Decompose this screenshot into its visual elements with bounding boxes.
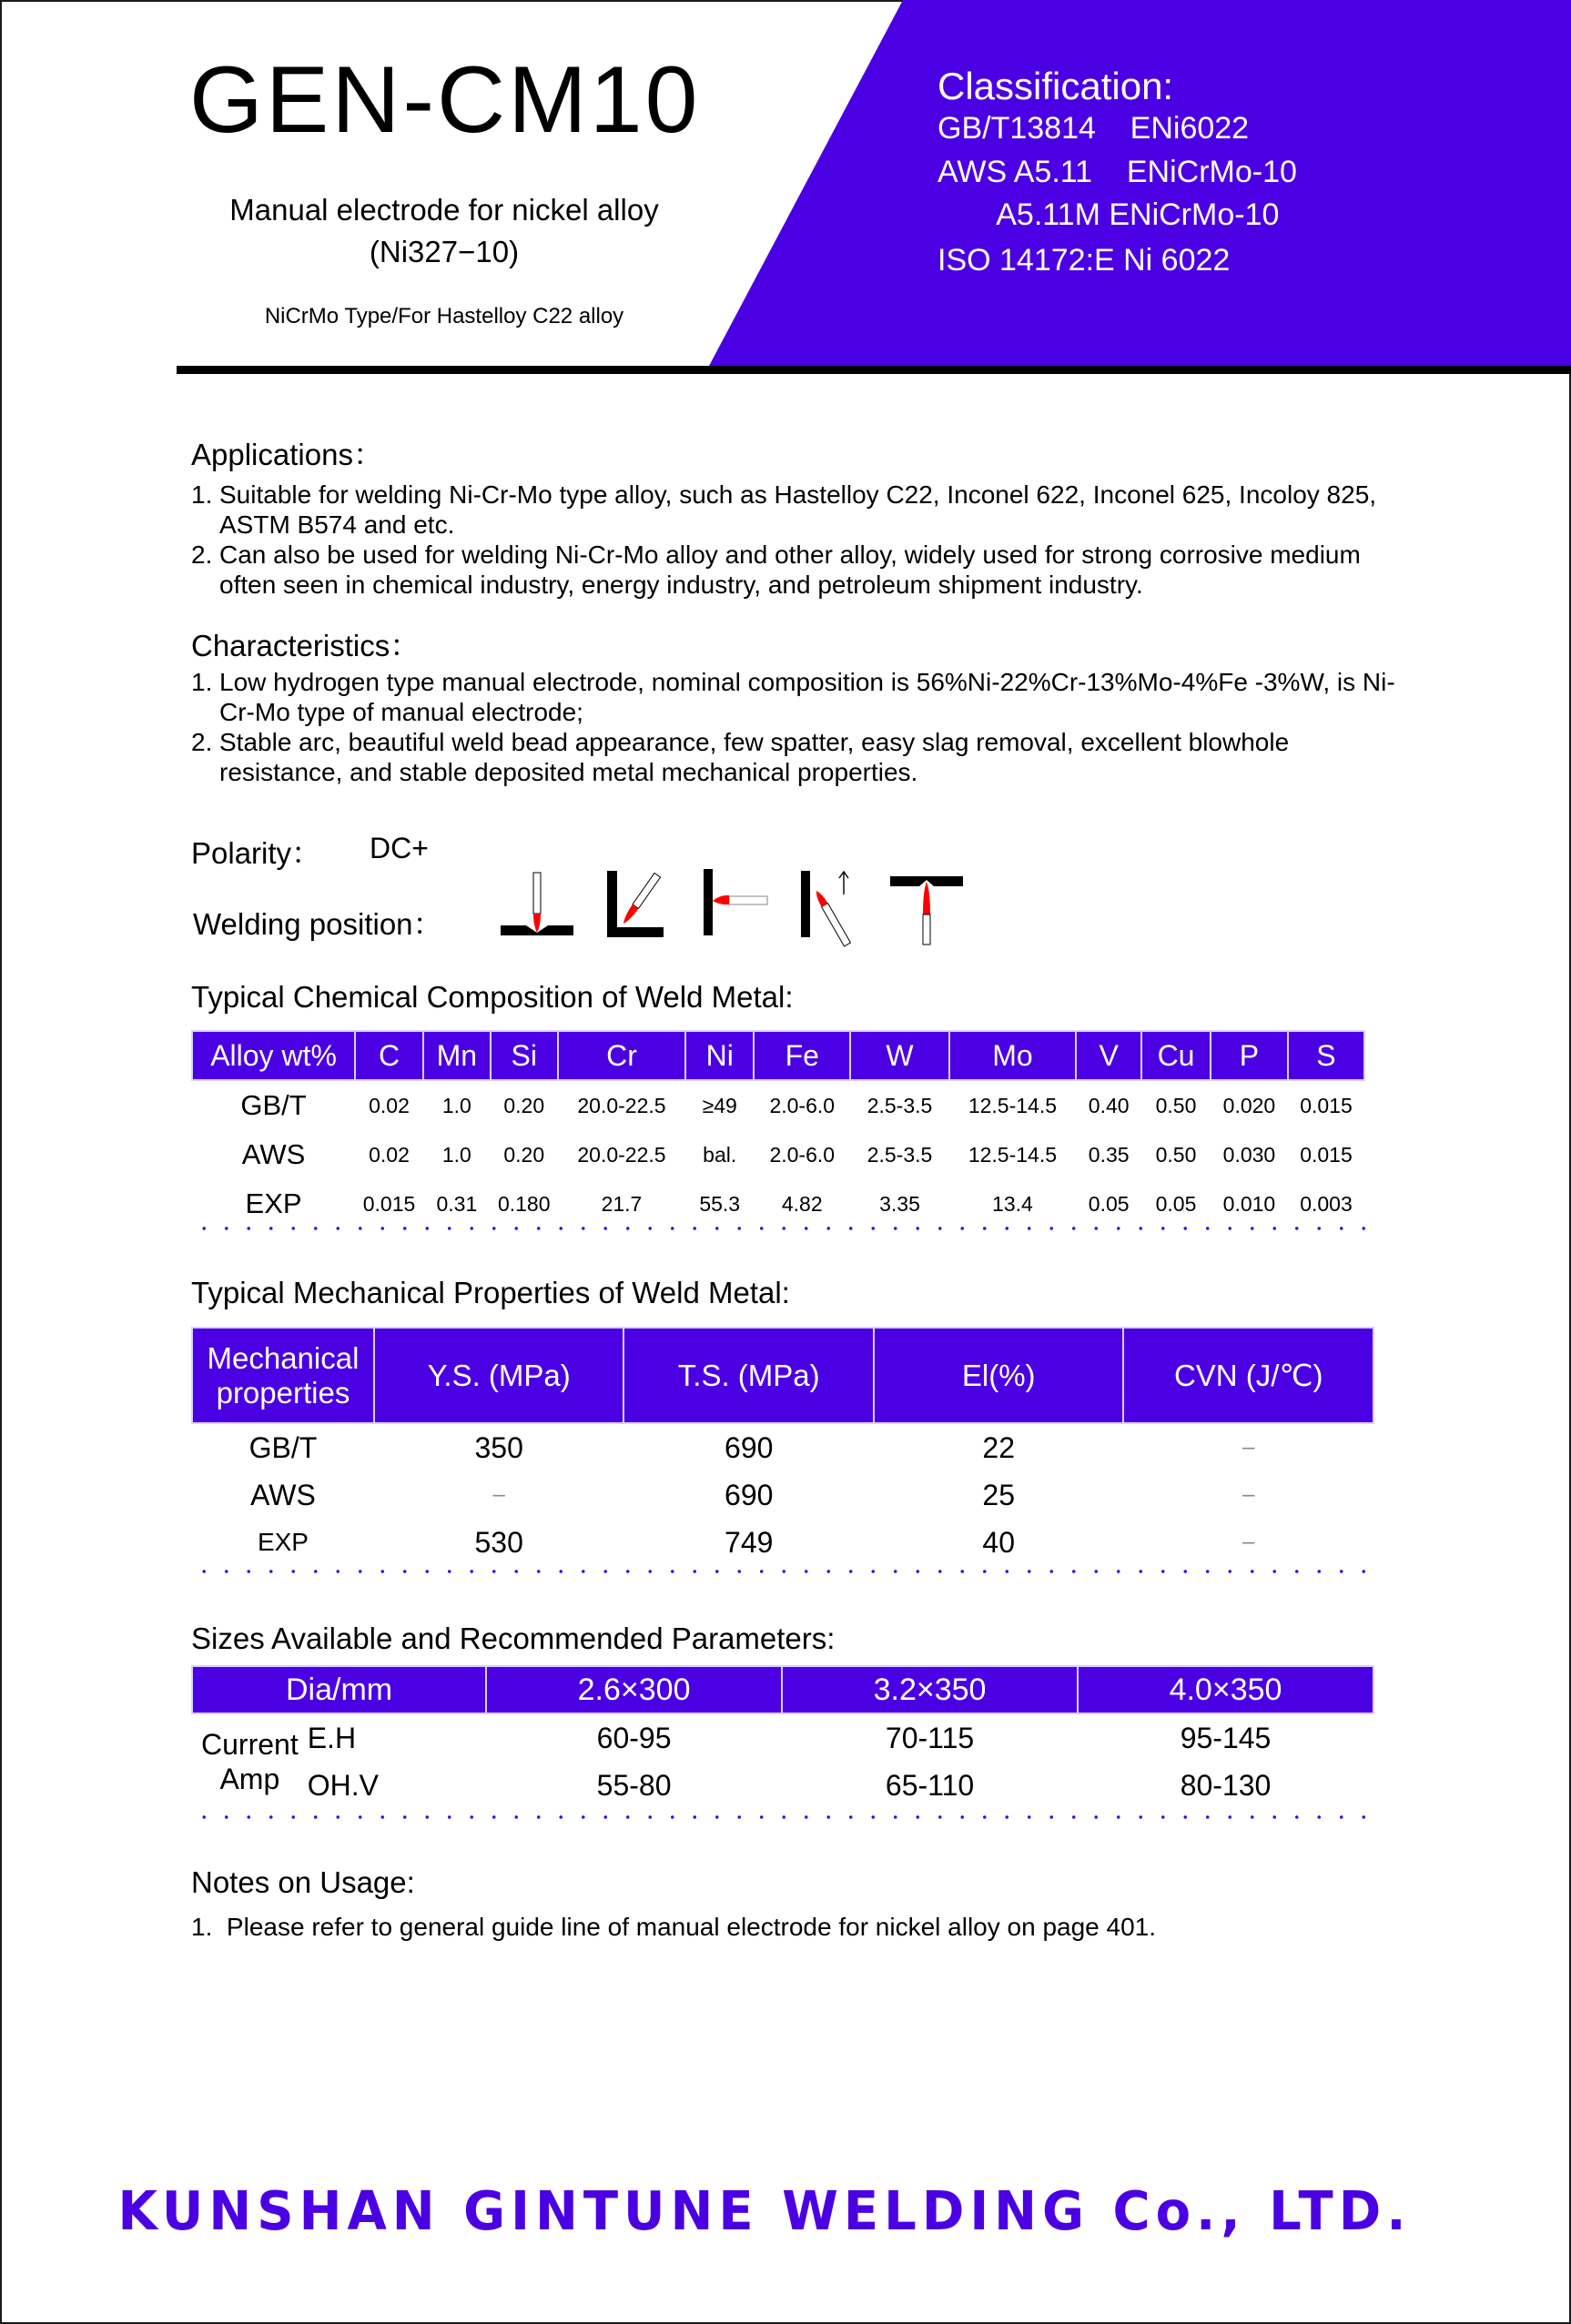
notes-list: [191, 1913, 1156, 1942]
column-header: Ni: [685, 1031, 754, 1080]
classification-heading: Classification:: [938, 65, 1174, 107]
table-cell: 0.20: [503, 1142, 545, 1167]
table-cell: bal.: [703, 1142, 737, 1167]
list-number: 2.: [191, 728, 213, 756]
list-number: 1.: [191, 1913, 213, 1941]
table-cell: 55.3: [699, 1191, 741, 1216]
row-group-label: Amp: [219, 1763, 280, 1795]
table-cell: 12.5-14.5: [968, 1093, 1058, 1117]
list-text: Please refer to general guide line of manual electrode for nickel alloy on page 401.: [226, 1913, 1157, 1941]
table-cell: 690: [725, 1430, 774, 1464]
product-title: GEN-CM10: [189, 47, 701, 153]
list-text: Can also be used for welding Ni-Cr-Mo alloy and other alloy, widely used for strong corrosive medium often seen in chemical industry, energy industry, and petroleum shipment industry.: [219, 541, 1361, 599]
column-header: 3.2×350: [782, 1666, 1078, 1713]
table-row: [192, 1471, 1373, 1519]
table-cell: 0.20: [503, 1093, 545, 1117]
table-row: [192, 1423, 1373, 1471]
table-cell: 0.180: [497, 1191, 551, 1216]
table-cell: 0.40: [1088, 1093, 1130, 1117]
table-cell: 350: [474, 1430, 523, 1464]
polarity-label: Polarity：: [191, 836, 322, 870]
table-cell: 4.82: [781, 1191, 823, 1216]
row-label: AWS: [250, 1478, 316, 1511]
table-cell: ≥49: [702, 1093, 737, 1117]
product-subtitle: Manual electrode for nickel alloy: [229, 193, 659, 227]
column-header: V: [1076, 1031, 1141, 1080]
dotted-separator: [193, 1227, 1376, 1230]
table-cell: 690: [725, 1478, 774, 1511]
table-cell: 0.02: [369, 1093, 410, 1117]
welding-position-label: Welding position：: [193, 907, 443, 941]
list-text: Low hydrogen type manual electrode, nominal composition is 56%Ni-22%Cr-13%Mo-4%Fe -3%W, is Ni-Cr-Mo type of manual electrode;: [219, 668, 1395, 726]
table-cell: 70-115: [885, 1721, 975, 1754]
table-cell: –: [492, 1482, 505, 1507]
table-cell: 20.0-22.5: [577, 1142, 666, 1167]
column-header: Cu: [1141, 1031, 1211, 1080]
list-item: [191, 667, 1411, 727]
table-cell: 80-130: [1180, 1768, 1272, 1802]
table-cell: 0.003: [1300, 1191, 1353, 1216]
table-cell: 0.020: [1222, 1093, 1276, 1117]
table-cell: 530: [474, 1525, 523, 1559]
list-text: Stable arc, beautiful weld bead appearance, few spatter, easy slag removal, excellent blowhole resistance, and stable deposited metal mechanical properties.: [219, 728, 1290, 786]
row-label: GB/T: [240, 1089, 307, 1121]
table-cell: 0.015: [362, 1191, 416, 1216]
column-header: T.S. (MPa): [623, 1328, 874, 1423]
column-header: Mn: [423, 1031, 491, 1080]
table-cell: –: [1242, 1482, 1255, 1507]
horizontal-position-icon: [704, 869, 767, 935]
table-cell: 0.030: [1222, 1142, 1276, 1167]
column-header: W: [850, 1031, 948, 1080]
table-cell: 0.05: [1088, 1191, 1130, 1216]
table-cell: 21.7: [601, 1191, 643, 1216]
header-rule: [177, 366, 1571, 374]
table-cell: 749: [725, 1525, 774, 1559]
list-item: [191, 540, 1411, 600]
table-cell: 0.010: [1222, 1191, 1276, 1216]
list-number: 1.: [191, 668, 213, 696]
characteristics-list: [191, 667, 1411, 787]
chemical-composition-heading: Typical Chemical Composition of Weld Metal:: [191, 980, 794, 1014]
dotted-separator: [193, 1815, 1376, 1819]
chemical-composition-table: [191, 1030, 1365, 1228]
table-cell: 0.31: [436, 1191, 478, 1216]
row-label: AWS: [241, 1138, 306, 1170]
row-label: EXP: [257, 1528, 309, 1556]
table-cell: 0.05: [1155, 1191, 1197, 1216]
table-cell: 0.015: [1300, 1093, 1353, 1117]
characteristics-heading: Characteristics：: [191, 629, 421, 662]
table-cell: 20.0-22.5: [577, 1093, 666, 1117]
row-group-label: Current: [201, 1728, 299, 1761]
table-cell: 22: [982, 1430, 1016, 1464]
list-item: [191, 727, 1411, 787]
table-row: [192, 1080, 1364, 1130]
mechanical-properties-heading: Typical Mechanical Properties of Weld Metal:: [191, 1276, 790, 1309]
table-cell: 0.02: [369, 1142, 410, 1167]
table-row: [192, 1713, 1373, 1762]
product-type-note: NiCrMo Type/For Hastelloy C22 alloy: [264, 304, 624, 328]
table-cell: 2.5-3.5: [867, 1142, 933, 1167]
notes-heading: Notes on Usage:: [191, 1865, 415, 1899]
table-cell: 0.50: [1155, 1093, 1197, 1117]
polarity-value: DC+: [370, 832, 429, 864]
table-cell: 1.0: [441, 1093, 471, 1117]
welding-position-icons: [492, 860, 983, 951]
table-cell: 2.0-6.0: [769, 1142, 836, 1167]
list-item: [191, 480, 1411, 540]
table-cell: 12.5-14.5: [968, 1142, 1058, 1167]
table-row: [192, 1519, 1373, 1566]
column-header: CVN (J/℃): [1123, 1328, 1373, 1423]
column-header: Mo: [949, 1031, 1077, 1080]
classification-row: GB/T13814 ENi6022: [938, 111, 1250, 146]
sizes-parameters-table: [191, 1665, 1374, 1809]
column-header: Cr: [558, 1031, 686, 1080]
column-header: Si: [491, 1031, 558, 1080]
column-header: Fe: [754, 1031, 850, 1080]
table-cell: –: [1242, 1435, 1255, 1460]
table-cell: 0.50: [1155, 1142, 1197, 1167]
table-cell: 95-145: [1180, 1721, 1272, 1754]
table-cell: 25: [982, 1478, 1016, 1511]
classification-row: AWS A5.11 ENiCrMo-10: [938, 155, 1297, 189]
column-header: Mechanical properties: [192, 1328, 374, 1423]
overhead-position-icon: [890, 876, 963, 945]
table-cell: –: [1242, 1530, 1255, 1554]
table-cell: 2.5-3.5: [867, 1093, 933, 1117]
table-cell: 0.35: [1088, 1142, 1130, 1167]
table-cell: 55-80: [596, 1768, 672, 1802]
column-header: Alloy wt%: [192, 1031, 355, 1080]
applications-heading: Applications：: [191, 438, 383, 471]
vertical-up-position-icon: [801, 871, 850, 946]
column-header: 2.6×300: [486, 1666, 782, 1713]
position-cell: OH.V: [307, 1768, 379, 1802]
horizontal-fillet-position-icon: [607, 871, 664, 937]
current-amp-label: [192, 1713, 299, 1809]
dotted-separator: [193, 1570, 1376, 1573]
mechanical-properties-table: [191, 1327, 1374, 1566]
classification-row: A5.11M ENiCrMo-10: [938, 197, 1280, 232]
column-header: P: [1211, 1031, 1288, 1080]
table-cell: 65-110: [885, 1768, 975, 1802]
row-label: GB/T: [248, 1430, 318, 1464]
table-row: [192, 1130, 1364, 1179]
classification-row: ISO 14172:E Ni 6022: [938, 243, 1231, 278]
flat-position-icon: [501, 873, 573, 935]
column-header: C: [355, 1031, 423, 1080]
column-header: S: [1288, 1031, 1364, 1080]
table-cell: 3.35: [879, 1191, 920, 1216]
position-cell: E.H: [307, 1721, 357, 1754]
applications-list: [191, 480, 1411, 600]
column-header: 4.0×350: [1078, 1666, 1373, 1713]
company-name: KUNSHAN GINTUNE WELDING Co., LTD.: [117, 2180, 1412, 2243]
table-cell: 40: [982, 1525, 1016, 1559]
list-text: Suitable for welding Ni-Cr-Mo type alloy, such as Hastelloy C22, Inconel 622, Inconel 625, Incoloy 825, ASTM B574 and etc.: [219, 480, 1377, 539]
table-row: [192, 1179, 1364, 1228]
table-cell: 0.015: [1300, 1142, 1353, 1167]
table-cell: 1.0: [441, 1142, 471, 1167]
table-cell: 60-95: [596, 1721, 672, 1754]
column-header: Dia/mm: [192, 1666, 486, 1713]
list-number: 1.: [191, 480, 213, 509]
table-cell: 2.0-6.0: [769, 1093, 836, 1117]
column-header: Y.S. (MPa): [374, 1328, 624, 1423]
table-cell: 13.4: [992, 1191, 1033, 1216]
table-row: [192, 1762, 1373, 1809]
list-number: 2.: [191, 541, 213, 569]
row-label: EXP: [245, 1187, 302, 1219]
product-grade: (Ni327−10): [369, 235, 520, 268]
sizes-heading: Sizes Available and Recommended Parameters:: [191, 1622, 836, 1655]
column-header: El(%): [874, 1328, 1124, 1423]
